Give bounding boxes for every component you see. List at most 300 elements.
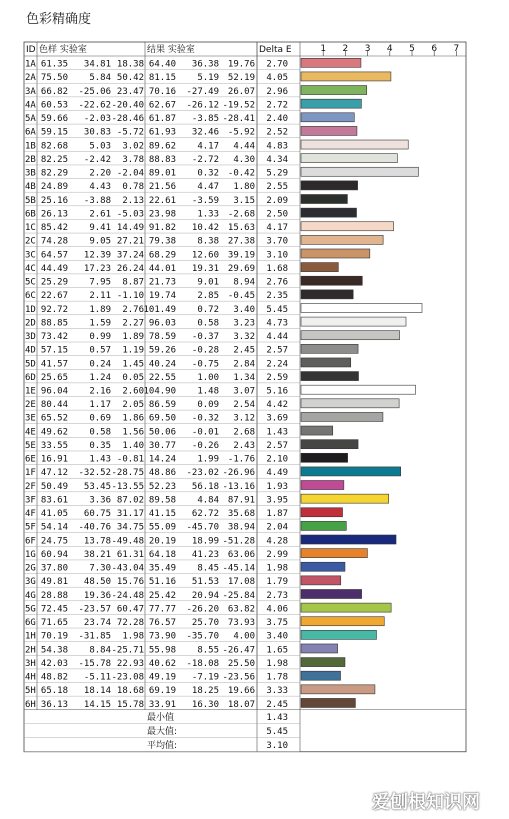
result-value: 21.56	[148, 182, 176, 193]
sample-value: 25.65	[40, 372, 68, 383]
sample-value: -25.06	[78, 86, 111, 97]
row-id: 4G	[25, 590, 36, 601]
row-id: 5G	[25, 604, 36, 615]
delta-e-value: 4.73	[266, 318, 288, 329]
result-value: 18.99	[191, 536, 219, 547]
result-value: -35.70	[186, 631, 219, 642]
sample-value: 4.43	[89, 182, 111, 193]
row-id: 5E	[25, 440, 36, 451]
delta-e-value: 2.73	[266, 590, 288, 601]
delta-e-value: 3.95	[266, 495, 288, 506]
sample-value: 18.68	[116, 686, 144, 697]
delta-e-bar	[301, 535, 396, 544]
result-value: -45.70	[186, 522, 219, 533]
sample-value: 7.30	[89, 563, 111, 574]
sample-value: 96.04	[40, 386, 68, 397]
delta-e-value: 1.87	[266, 509, 288, 520]
row-id: 2G	[25, 563, 36, 574]
row-id: 1G	[25, 549, 36, 560]
delta-e-value: 2.57	[266, 345, 288, 356]
delta-e-value: 4.06	[266, 604, 288, 615]
delta-e-value: 2.76	[266, 277, 288, 288]
row-id: 3F	[25, 495, 36, 506]
delta-e-value: 1.68	[266, 263, 288, 274]
sample-value: 14.49	[116, 223, 144, 234]
delta-e-bar	[301, 140, 408, 149]
result-value: -0.75	[191, 359, 219, 370]
result-value: 41.23	[191, 549, 219, 560]
row-id: 2A	[25, 73, 36, 84]
result-value: -23.56	[222, 672, 255, 683]
result-value: 73.90	[148, 631, 176, 642]
sample-value: 50.49	[40, 481, 68, 492]
result-value: 77.77	[148, 604, 176, 615]
sample-value: 26.24	[116, 263, 144, 274]
result-value: 86.59	[148, 400, 176, 411]
sample-value: 1.59	[89, 318, 111, 329]
summary-label: 最小值	[147, 712, 175, 723]
result-value: 8.45	[197, 563, 219, 574]
sample-value: 22.93	[116, 658, 144, 669]
result-value: 8.94	[233, 277, 255, 288]
result-value: -5.92	[227, 127, 255, 138]
row-id: 2H	[25, 645, 36, 656]
sample-value: 2.11	[89, 291, 111, 302]
delta-e-value: 4.05	[266, 73, 288, 84]
sample-value: 85.42	[40, 223, 68, 234]
result-value: 64.18	[148, 549, 176, 560]
sample-value: 1.86	[122, 413, 144, 424]
result-value: 15.63	[227, 223, 255, 234]
row-id: 4A	[25, 100, 36, 111]
result-value: 30.77	[148, 440, 176, 451]
sample-value: 71.65	[40, 618, 68, 629]
result-value: 68.29	[148, 250, 176, 261]
result-value: 44.01	[148, 263, 176, 274]
result-value: 21.73	[148, 277, 176, 288]
sample-value: -0.81	[116, 454, 144, 465]
result-value: 52.23	[148, 481, 176, 492]
result-value: 19.66	[227, 686, 255, 697]
result-value: -26.12	[186, 100, 219, 111]
delta-e-bar	[301, 671, 341, 680]
result-value: 62.67	[148, 100, 176, 111]
delta-e-bar	[301, 467, 401, 476]
row-id: 2F	[25, 481, 36, 492]
sample-value: 74.28	[40, 236, 68, 247]
result-value: -26.20	[186, 604, 219, 615]
result-value: 32.46	[191, 127, 219, 138]
summary-value: 1.43	[266, 712, 288, 723]
delta-e-value: 5.16	[266, 386, 288, 397]
delta-e-bar	[301, 113, 354, 122]
sample-value: 31.17	[116, 509, 144, 520]
delta-e-bar	[301, 385, 416, 394]
result-value: 101.49	[143, 304, 176, 315]
row-id: 6H	[25, 699, 36, 710]
delta-e-value: 3.69	[266, 413, 288, 424]
sample-value: 73.42	[40, 332, 68, 343]
sample-value: -5.72	[116, 127, 144, 138]
sample-value: 16.91	[40, 454, 68, 465]
axis-tick-label: 6	[431, 44, 438, 54]
result-value: 10.42	[191, 223, 219, 234]
sample-value: 54.14	[40, 522, 68, 533]
sample-value: 1.89	[122, 332, 144, 343]
result-value: 3.15	[233, 195, 255, 206]
sample-value: 0.24	[89, 359, 111, 370]
sample-value: 23.47	[116, 86, 144, 97]
sample-value: 0.35	[89, 440, 111, 451]
result-value: 59.26	[148, 345, 176, 356]
result-value: -2.72	[191, 154, 219, 165]
delta-e-bar	[301, 195, 347, 204]
delta-e-bar	[301, 344, 358, 353]
result-value: 25.70	[191, 618, 219, 629]
sample-value: -25.71	[111, 645, 144, 656]
row-id: 2D	[25, 318, 36, 329]
result-value: -25.84	[222, 590, 255, 601]
sample-value: 2.20	[89, 168, 111, 179]
result-value: 89.01	[148, 168, 176, 179]
delta-e-value: 4.49	[266, 468, 288, 479]
row-id: 2C	[25, 236, 36, 247]
sample-value: -28.75	[111, 468, 144, 479]
delta-e-value: 4.42	[266, 400, 288, 411]
sample-value: 26.13	[40, 209, 68, 220]
sample-value: 72.45	[40, 604, 68, 615]
result-value: 12.60	[191, 250, 219, 261]
delta-e-bar	[301, 290, 353, 299]
row-id: 1F	[25, 468, 36, 479]
result-value: 3.32	[233, 332, 255, 343]
sample-value: 2.13	[122, 195, 144, 206]
delta-e-bar	[301, 644, 338, 653]
sample-value: 24.89	[40, 182, 68, 193]
header-delta: Delta E	[259, 45, 292, 55]
sample-value: 5.84	[89, 73, 111, 84]
sample-value: 92.72	[40, 304, 68, 315]
row-id: 3H	[25, 658, 36, 669]
sample-value: -24.48	[111, 590, 144, 601]
delta-e-bar	[301, 372, 358, 381]
axis-tick-label: 2	[342, 44, 349, 54]
sample-value: 19.36	[83, 590, 111, 601]
result-value: 69.50	[148, 413, 176, 424]
sample-value: 1.98	[122, 631, 144, 642]
delta-e-value: 2.99	[266, 549, 288, 560]
delta-e-bar	[301, 303, 422, 312]
result-value: 0.09	[197, 400, 219, 411]
result-value: 2.54	[233, 400, 255, 411]
sample-value: 0.58	[89, 427, 111, 438]
result-value: 4.44	[233, 141, 255, 152]
result-value: 2.45	[233, 345, 255, 356]
sample-value: 0.78	[122, 182, 144, 193]
sample-value: 3.78	[122, 154, 144, 165]
delta-e-bar	[301, 521, 346, 530]
result-value: 16.30	[191, 699, 219, 710]
result-value: -0.37	[191, 332, 219, 343]
result-value: 41.15	[148, 509, 176, 520]
delta-e-bar	[301, 481, 344, 490]
result-value: 4.47	[197, 182, 219, 193]
delta-e-bar	[301, 426, 333, 435]
sample-value: 24.75	[40, 536, 68, 547]
result-value: 87.91	[227, 495, 255, 506]
row-id: 4F	[25, 509, 36, 520]
sample-value: 17.23	[83, 263, 111, 274]
sample-value: 83.61	[40, 495, 68, 506]
row-id: 6A	[25, 127, 36, 138]
sample-value: 50.42	[116, 73, 144, 84]
sample-value: 60.47	[116, 604, 144, 615]
sample-value: 34.75	[116, 522, 144, 533]
delta-e-bar	[301, 589, 362, 598]
result-value: 55.98	[148, 645, 176, 656]
delta-e-bar	[301, 630, 376, 639]
delta-e-bar	[301, 453, 348, 462]
row-id: 1H	[25, 631, 36, 642]
row-id: 1D	[25, 304, 36, 315]
result-value: 70.16	[148, 86, 176, 97]
result-value: 27.38	[227, 236, 255, 247]
sample-value: 3.36	[89, 495, 111, 506]
result-value: 26.07	[227, 86, 255, 97]
result-value: 51.53	[191, 577, 219, 588]
result-value: 61.87	[148, 114, 176, 125]
result-value: 38.94	[227, 522, 255, 533]
sample-value: 1.56	[122, 427, 144, 438]
row-id: 1A	[25, 59, 36, 70]
row-id: 6F	[25, 536, 36, 547]
delta-e-bar	[301, 235, 383, 244]
row-id: 6G	[25, 618, 36, 629]
sample-value: 15.78	[116, 699, 144, 710]
sample-value: 18.14	[83, 686, 111, 697]
sample-value: 61.35	[40, 59, 68, 70]
row-id: 4H	[25, 672, 36, 683]
delta-e-bar	[301, 440, 358, 449]
result-value: -51.28	[222, 536, 255, 547]
sample-value: 49.62	[40, 427, 68, 438]
result-value: -0.28	[191, 345, 219, 356]
delta-e-value: 4.28	[266, 536, 288, 547]
header-result: 结果 实验室	[147, 45, 195, 55]
result-value: 2.85	[197, 291, 219, 302]
delta-e-value: 1.43	[266, 427, 288, 438]
delta-e-bar	[301, 167, 418, 176]
delta-e-value: 2.52	[266, 127, 288, 138]
sample-value: 53.45	[83, 481, 111, 492]
result-value: 96.03	[148, 318, 176, 329]
sample-value: -5.11	[83, 672, 111, 683]
row-id: 1B	[25, 141, 36, 152]
result-value: -0.42	[227, 168, 255, 179]
delta-e-bar	[301, 276, 362, 285]
delta-e-bar	[301, 549, 367, 558]
delta-e-bar	[301, 358, 351, 367]
result-value: 49.19	[148, 672, 176, 683]
sample-value: 88.85	[40, 318, 68, 329]
row-id: 3D	[25, 332, 36, 343]
sample-value: 33.55	[40, 440, 68, 451]
delta-e-bar	[301, 263, 338, 272]
sample-value: 48.50	[83, 577, 111, 588]
row-id: 5C	[25, 277, 36, 288]
row-id: 5H	[25, 686, 36, 697]
row-id: 1C	[25, 223, 36, 234]
sample-value: 28.88	[40, 590, 68, 601]
sample-value: 70.19	[40, 631, 68, 642]
row-id: 4C	[25, 263, 36, 274]
sample-value: 49.81	[40, 577, 68, 588]
result-value: 1.48	[197, 386, 219, 397]
delta-e-value: 2.55	[266, 182, 288, 193]
axis-tick-label: 3	[364, 44, 371, 54]
result-value: -28.41	[222, 114, 255, 125]
delta-e-bar	[301, 658, 345, 667]
sample-value: -2.42	[83, 154, 111, 165]
result-value: 20.19	[148, 536, 176, 547]
delta-e-bar	[301, 685, 375, 694]
sample-value: 12.39	[83, 250, 111, 261]
sample-value: 60.53	[40, 100, 68, 111]
sample-value: 41.57	[40, 359, 68, 370]
result-value: -2.68	[227, 209, 255, 220]
delta-e-value: 2.09	[266, 195, 288, 206]
sample-value: -22.62	[78, 100, 111, 111]
summary-label: 最大值:	[147, 726, 178, 737]
result-value: 0.58	[197, 318, 219, 329]
sample-value: 48.82	[40, 672, 68, 683]
sample-value: 7.95	[89, 277, 111, 288]
result-value: -1.76	[227, 454, 255, 465]
watermark: 爱刨根知识网	[372, 792, 480, 813]
header-id: ID	[26, 45, 36, 55]
result-value: 1.34	[233, 372, 255, 383]
sample-value: 37.80	[40, 563, 68, 574]
sample-value: 2.76	[122, 304, 144, 315]
delta-e-bar	[301, 508, 343, 517]
result-value: 40.62	[148, 658, 176, 669]
delta-e-value: 2.04	[266, 522, 288, 533]
result-value: 79.38	[148, 236, 176, 247]
sample-value: -20.40	[111, 100, 144, 111]
sample-value: 0.57	[89, 345, 111, 356]
result-value: 89.58	[148, 495, 176, 506]
sample-value: 1.19	[122, 345, 144, 356]
delta-e-value: 4.83	[266, 141, 288, 152]
sample-value: -2.03	[83, 114, 111, 125]
axis-tick-label: 4	[386, 44, 393, 54]
delta-e-bar	[301, 617, 384, 626]
row-id: 3G	[25, 577, 36, 588]
result-value: 3.40	[233, 304, 255, 315]
result-value: 3.23	[233, 318, 255, 329]
sample-value: 25.29	[40, 277, 68, 288]
result-value: 1.99	[197, 454, 219, 465]
sample-value: 27.21	[116, 236, 144, 247]
result-value: 64.40	[148, 59, 176, 70]
sample-value: 42.03	[40, 658, 68, 669]
summary-label: 平均值:	[147, 740, 178, 751]
delta-e-bar	[301, 698, 355, 707]
sample-value: 9.05	[89, 236, 111, 247]
page-title: 色彩精确度	[26, 12, 92, 27]
delta-e-value: 2.10	[266, 454, 288, 465]
axis-tick-label: 5	[409, 44, 415, 54]
sample-value: 38.21	[83, 549, 111, 560]
result-value: -45.14	[222, 563, 255, 574]
sample-value: -1.10	[116, 291, 144, 302]
sample-value: 36.13	[40, 699, 68, 710]
result-value: -19.52	[222, 100, 255, 111]
result-value: 8.38	[197, 236, 219, 247]
delta-e-bar	[301, 126, 357, 135]
delta-e-value: 1.65	[266, 645, 288, 656]
delta-e-value: 1.79	[266, 577, 288, 588]
delta-e-value: 5.45	[266, 304, 288, 315]
delta-e-bar	[301, 249, 370, 258]
axis-tick-label: 1	[320, 44, 327, 54]
result-value: 9.01	[197, 277, 219, 288]
result-value: 63.06	[227, 549, 255, 560]
row-id: 6B	[25, 209, 36, 220]
row-id: 3B	[25, 168, 36, 179]
sample-value: -2.04	[116, 168, 144, 179]
result-value: 29.69	[227, 263, 255, 274]
result-value: 0.32	[197, 168, 219, 179]
sample-value: 41.05	[40, 509, 68, 520]
result-value: 61.93	[148, 127, 176, 138]
delta-e-value: 3.40	[266, 631, 288, 642]
sample-value: 30.83	[83, 127, 111, 138]
header-sample: 色样 实验室	[39, 45, 87, 55]
sample-value: 8.84	[89, 645, 111, 656]
delta-e-value: 2.45	[266, 699, 288, 710]
sample-value: 82.68	[40, 141, 68, 152]
delta-e-bar	[301, 399, 399, 408]
row-id: 3C	[25, 250, 36, 261]
row-id: 5F	[25, 522, 36, 533]
delta-e-bar	[301, 86, 367, 95]
delta-e-value: 3.33	[266, 686, 288, 697]
sample-value: 2.16	[89, 386, 111, 397]
sample-value: 2.61	[89, 209, 111, 220]
sample-value: 80.44	[40, 400, 68, 411]
axis-tick-label: 7	[453, 44, 460, 54]
delta-e-bar	[301, 181, 358, 190]
delta-e-value: 1.98	[266, 563, 288, 574]
result-value: 2.68	[233, 427, 255, 438]
result-value: -0.45	[227, 291, 255, 302]
sample-value: -13.55	[111, 481, 144, 492]
sample-value: 1.89	[89, 304, 111, 315]
result-value: -3.59	[191, 195, 219, 206]
sample-value: 0.05	[122, 372, 144, 383]
result-value: 35.49	[148, 563, 176, 574]
result-value: -26.47	[222, 645, 255, 656]
delta-e-bar	[301, 494, 389, 503]
sample-value: 15.76	[116, 577, 144, 588]
delta-e-value: 2.96	[266, 86, 288, 97]
result-value: 18.07	[227, 699, 255, 710]
summary-value: 3.10	[266, 740, 288, 751]
sample-value: 66.82	[40, 86, 68, 97]
result-value: 3.07	[233, 386, 255, 397]
result-value: 1.00	[197, 372, 219, 383]
